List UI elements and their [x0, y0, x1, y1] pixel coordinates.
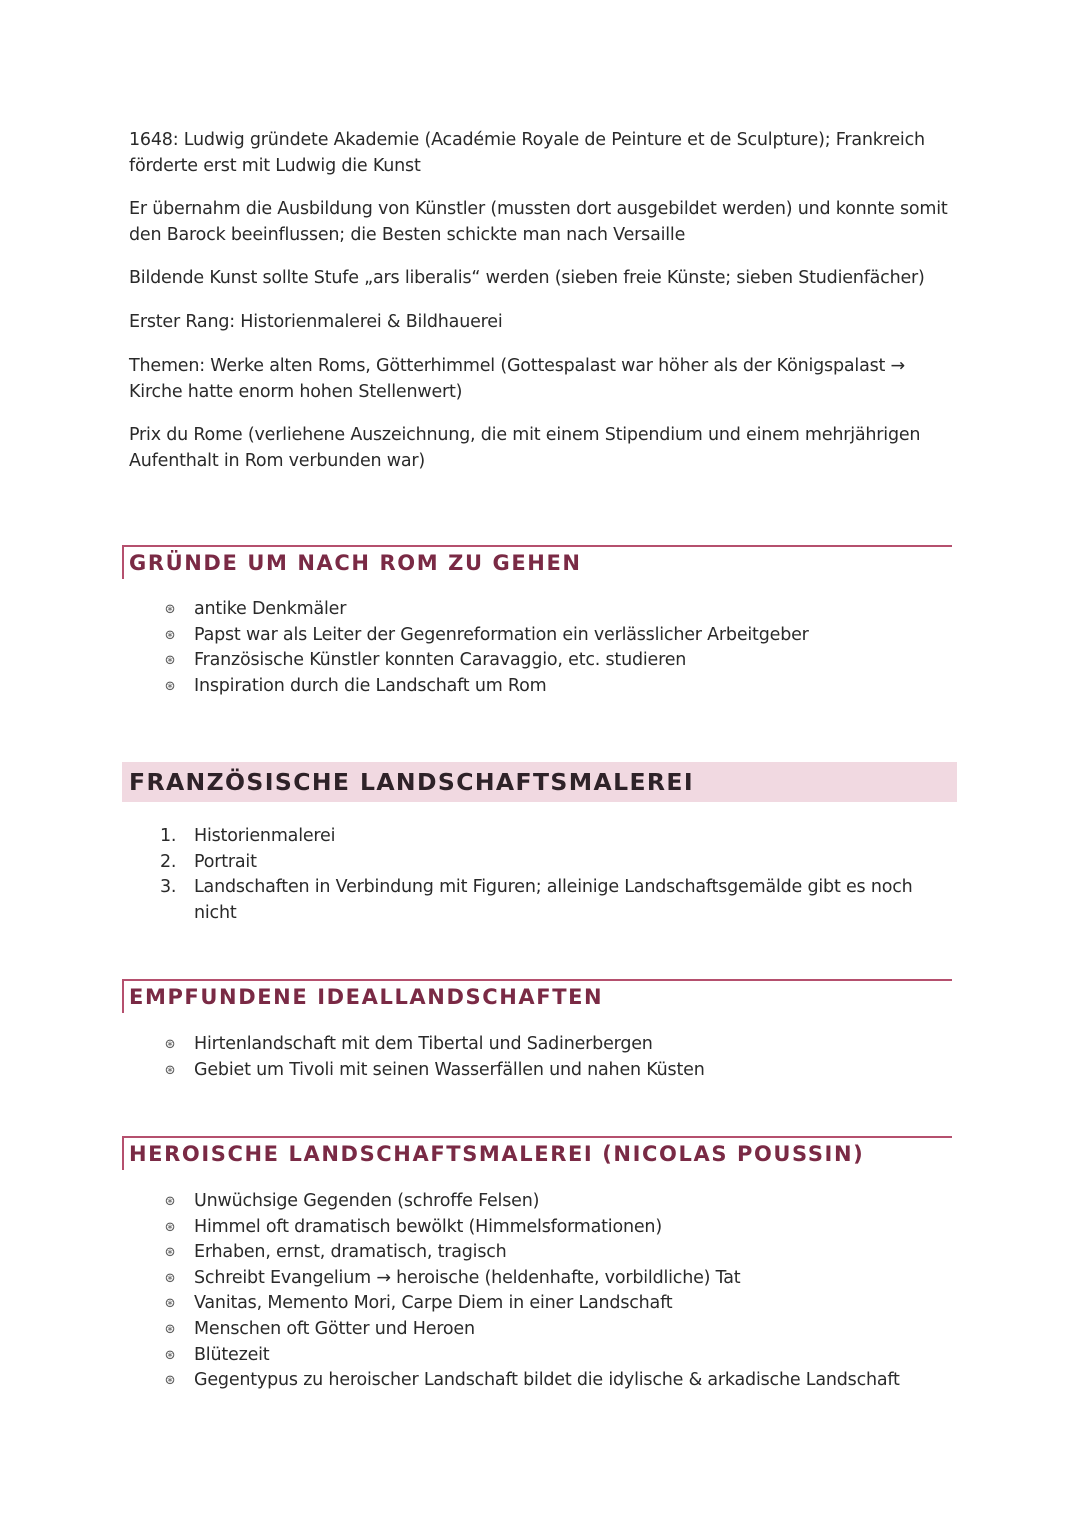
list-item: ⊛ Inspiration durch die Landschaft um Rom — [160, 674, 950, 700]
flower-bullet-icon: ⊛ — [164, 1245, 176, 1261]
list-item: ⊛ Gegentypus zu heroischer Landschaft bildet die idylische & arkadische Landschaft — [160, 1368, 950, 1394]
flower-bullet-icon: ⊛ — [164, 1373, 176, 1389]
list-item: ⊛ Schreibt Evangelium → heroische (heldenhafte, vorbildliche) Tat — [160, 1266, 950, 1292]
flower-bullet-icon: ⊛ — [164, 627, 176, 643]
list-item: ⊛ Vanitas, Memento Mori, Carpe Diem in einer Landschaft — [160, 1291, 950, 1317]
flower-bullet-icon: ⊛ — [164, 1270, 176, 1286]
section-heading-heroisch: HEROISCHE LANDSCHAFTSMALEREI (NICOLAS POUSSIN) — [129, 1142, 865, 1166]
section-heading-rom: GRÜNDE UM NACH ROM ZU GEHEN — [129, 551, 582, 575]
intro-paragraph: Erster Rang: Historienmalerei & Bildhauerei — [129, 312, 503, 332]
intro-paragraph: Bildende Kunst sollte Stufe „ars liberalis“ werden (sieben freie Künste; sieben Studienfächer) — [129, 268, 925, 288]
intro-paragraph: Themen: Werke alten Roms, Götterhimmel (Gottespalast war höher als der Königspalast → Kirche hatte enorm hohen Stellenwert) — [129, 356, 905, 402]
list-number: 1. — [160, 826, 177, 846]
heroisch-list — [160, 1189, 950, 1394]
section-heading-landschaftsmalerei: FRANZÖSISCHE LANDSCHAFTSMALEREI — [129, 768, 695, 796]
list-item: ⊛ Hirtenlandschaft mit dem Tibertal und Sadinerbergen — [160, 1032, 950, 1058]
list-item: ⊛ Gebiet um Tivoli mit seinen Wasserfällen und nahen Küsten — [160, 1058, 950, 1084]
flower-bullet-icon: ⊛ — [164, 1062, 176, 1078]
list-item: 2. Portrait — [160, 850, 950, 876]
list-number: 3. — [160, 877, 177, 897]
list-item: ⊛ Papst war als Leiter der Gegenreformation ein verlässlicher Arbeitgeber — [160, 623, 950, 649]
list-item: 1. Historienmalerei — [160, 824, 950, 850]
flower-bullet-icon: ⊛ — [164, 653, 176, 669]
list-item: ⊛ Erhaben, ernst, dramatisch, tragisch — [160, 1240, 950, 1266]
list-item: 3. Landschaften in Verbindung mit Figuren; alleinige Landschaftsgemälde gibt es noch nicht — [160, 877, 913, 923]
flower-bullet-icon: ⊛ — [164, 1194, 176, 1209]
rom-list — [160, 597, 950, 699]
intro-paragraph: Er übernahm die Ausbildung von Künstler (mussten dort ausgebildet werden) und konnte somit den Barock beeinflussen; die Besten schickte man nach Versaille — [129, 199, 948, 245]
section-heading-ideallandschaften: EMPFUNDENE IDEALLANDSCHAFTEN — [129, 985, 604, 1009]
flower-bullet-icon: ⊛ — [164, 1219, 176, 1235]
flower-bullet-icon: ⊛ — [164, 602, 176, 617]
flower-bullet-icon: ⊛ — [164, 678, 176, 694]
flower-bullet-icon: ⊛ — [164, 1347, 176, 1363]
landschaftsmalerei-list — [160, 824, 950, 926]
intro-paragraph: 1648: Ludwig gründete Akademie (Académie Royale de Peinture et de Sculpture); Frankreich förderte erst mit Ludwig die Kunst — [129, 130, 925, 176]
list-item: ⊛ Blütezeit — [160, 1343, 950, 1369]
list-item: ⊛ Französische Künstler konnten Caravaggio, etc. studieren — [160, 648, 950, 674]
intro-paragraph: Prix du Rome (verliehene Auszeichnung, die mit einem Stipendium und einem mehrjährigen Aufenthalt in Rom verbunden war) — [129, 425, 921, 471]
list-item: ⊛ antike Denkmäler — [160, 597, 950, 623]
list-item: ⊛ Menschen oft Götter und Heroen — [160, 1317, 950, 1343]
flower-bullet-icon: ⊛ — [164, 1296, 176, 1312]
ideallandschaften-list — [160, 1032, 950, 1083]
list-item: ⊛ Unwüchsige Gegenden (schroffe Felsen) — [160, 1189, 950, 1215]
flower-bullet-icon: ⊛ — [164, 1321, 176, 1337]
list-number: 2. — [160, 851, 177, 872]
flower-bullet-icon: ⊛ — [164, 1037, 176, 1052]
list-item: ⊛ Himmel oft dramatisch bewölkt (Himmelsformationen) — [160, 1215, 950, 1241]
